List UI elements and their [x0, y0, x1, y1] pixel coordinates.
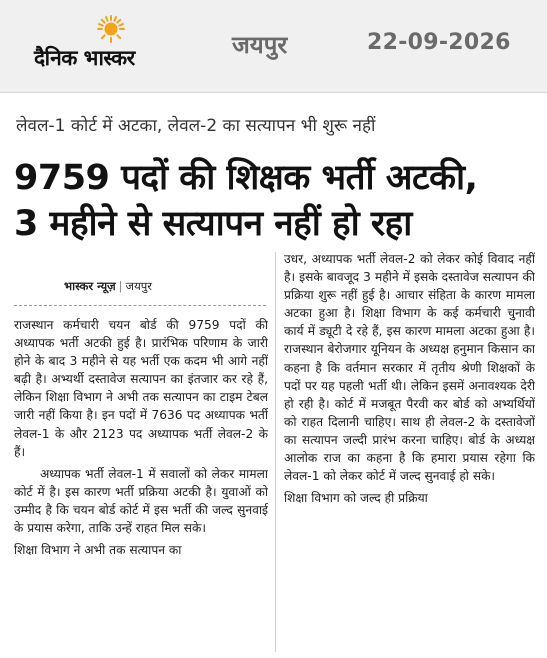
logo-wordmark: दैनिक भास्कर [34, 46, 135, 70]
article-byline [64, 279, 152, 294]
byline-separator: | [118, 279, 123, 293]
article-column-right [284, 250, 535, 654]
byline-source: भास्कर न्यूज़ [64, 279, 116, 293]
column-divider [275, 252, 276, 652]
article-column-left [14, 316, 268, 656]
edition-city: जयपुर [232, 31, 288, 59]
article-headline [14, 155, 534, 247]
paragraph-3: उधर, अध्यापक भर्ती लेवल-2 को लेकर कोई विवाद नहीं है। इसके बावजूद 3 महीने में इसके दस्तावेज सत्यापन की प्रक्रिया शुरू नहीं हुई है। आचार संहिता के कारण मामला अटका हुआ है। शिक्षा विभाग के कई कर्मचारी चुनावी कार्य में ड्यूटी दे रहे हैं, इस कारण मामला अटका हुआ है। राजस्थान बेरोजगार यूनियन के अध्यक्ष हनुमान किसान का कहना है कि वर्तमान सरकार में तृतीय श्रेणी शिक्षकों के पदों पर यह पहली भर्ती थी। लेकिन इसमें अनावश्यक देरी हो रही है। कोर्ट में मजबूत पैरवी कर बोर्ड को अभ्यर्थियों को राहत दिलानी चाहिए। साथ ही लेवल-2 के दस्तावेजों का सत्यापन जल्दी प्रारंभ करना चाहिए। बोर्ड के अध्यक्ष आलोक राज का कहना है कि हमारा प्रयास रहेगा कि लेवल-1 को लेकर कोर्ट में जल्द सुनवाई हो सके। [284, 252, 535, 484]
paragraph-cut-off-right: शिक्षा विभाग को जल्द ही प्रक्रिया [284, 491, 428, 506]
byline-city: जयपुर [125, 279, 152, 293]
sun-icon [96, 14, 126, 44]
paragraph-cut-off: शिक्षा विभाग ने अभी तक सत्यापन का [14, 543, 182, 558]
headline-line-2: 3 महीने से सत्यापन नहीं हो रहा [14, 204, 412, 244]
newspaper-logo [34, 14, 194, 78]
paragraph-2: अध्यापक भर्ती लेवल-1 में सवालों को लेकर मामला कोर्ट में है। इस कारण भर्ती प्रक्रिया अटकी है। युवाओं को उम्मीद है कि चयन बोर्ड कोर्ट में इस भर्ती की जल्द सुनवाई के प्रयास करेगा, ताकि उन्हें राहत मिल सके। [14, 466, 268, 536]
byline-rule [14, 305, 266, 306]
article-kicker: लेवल-1 कोर्ट में अटका, लेवल-2 का सत्यापन भी शुरू नहीं [16, 116, 376, 136]
edition-date: 22-09-2026 [367, 30, 511, 55]
headline-line-1: 9759 पदों की शिक्षक भर्ती अटकी, [14, 158, 478, 198]
masthead [0, 0, 547, 93]
paragraph-1: राजस्थान कर्मचारी चयन बोर्ड की 9759 पदों की अध्यापक भर्ती अटकी हुई है। प्रारंभिक परिणाम के जारी होने के बाद 3 महीने से यह भर्ती एक कदम भी आगे नहीं बढ़ी है। अभ्यर्थी दस्तावेज सत्यापन का इंतजार कर रहे हैं, लेकिन शिक्षा विभाग ने अभी तक सत्यापन का टाइम टेबल जारी नहीं किया है। इन पदों में 7636 पद अध्यापक भर्ती लेवल-1 के और 2123 पद अध्यापक भर्ती लेवल-2 के हैं। [14, 318, 268, 459]
